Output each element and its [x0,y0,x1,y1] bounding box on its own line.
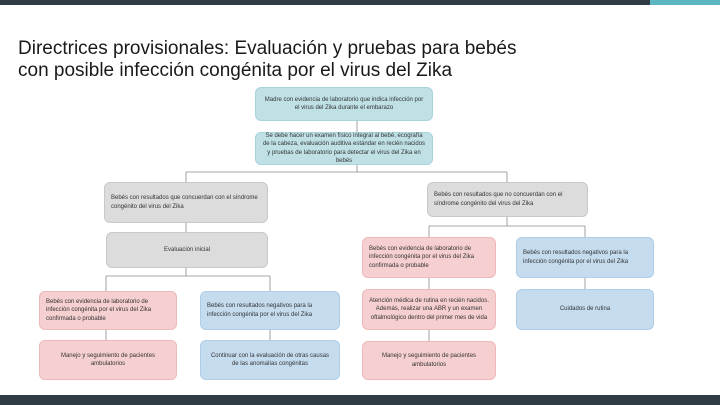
routine-care-text: Cuidados de rutina [559,306,611,313]
continue-evaluation-text: Continuar con la evaluación de otras causas de las anomalías congénitas [210,352,330,367]
slide-title-line-2: con posible infección congénita por el virus del Zika [18,60,453,81]
bottom-bar [0,395,720,405]
left-negative-results-box [200,291,340,330]
initial-exam-box [255,132,433,165]
consistent-findings-text: Bebés con resultados que concuerdan con el síndrome congénito del virus del Zika [111,195,258,210]
left-outpatient-management-text: Manejo y seguimiento de pacientes ambulatorios [60,352,156,367]
initial-exam-text: Se debe hacer un examen físico integral al bebé, ecografía de la cabeza, evaluación auditiva estándar en recién nacidos y pruebas de laboratorio para detectar el virus del Zika en bebés [262,132,426,164]
routine-care-box [516,289,654,330]
right-negative-results-box [516,237,654,278]
consistent-findings-box [104,182,268,223]
initial-evaluation-text: Evaluación inicial [163,246,211,253]
continue-evaluation-box [200,340,340,380]
right-outpatient-management-text: Manejo y seguimiento de pacientes ambulatorios [381,353,477,368]
initial-evaluation-box [106,232,268,268]
right-lab-evidence-box [362,237,496,278]
non-consistent-findings-text: Bebés con resultados que no concuerdan con el síndrome congénito del virus del Zika [434,192,563,207]
right-lab-evidence-text: Bebés con evidencia de laboratorio de infección congénita por el virus del Zika confirmada o probable [369,245,475,269]
left-negative-results-text: Bebés con resultados negativos para la infección congénita por el virus del Zika [207,303,313,318]
left-outpatient-management-box [39,340,177,380]
left-lab-evidence-text: Bebés con evidencia de laboratorio de infección congénita por el virus del Zika confirmada o probable [46,298,152,322]
slide-title-line-1: Directrices provisionales: Evaluación y pruebas para bebés [18,38,517,59]
right-negative-results-text: Bebés con resultados negativos para la infección congénita por el virus del Zika [523,250,629,265]
left-lab-evidence-box [39,291,177,330]
routine-newborn-care-text: Atención médica de rutina en recién nacidos. Además, realizar una ABR y un examen oftalmológico dentro del primer mes de vida [369,297,489,321]
right-outpatient-management-box [362,341,496,380]
mother-evidence-box [255,87,433,121]
non-consistent-findings-box [427,182,588,217]
mother-evidence-text: Madre con evidencia de laboratorio que indica infección por el virus del Zika durante el embarazo [264,96,424,111]
routine-newborn-care-box [362,289,496,330]
